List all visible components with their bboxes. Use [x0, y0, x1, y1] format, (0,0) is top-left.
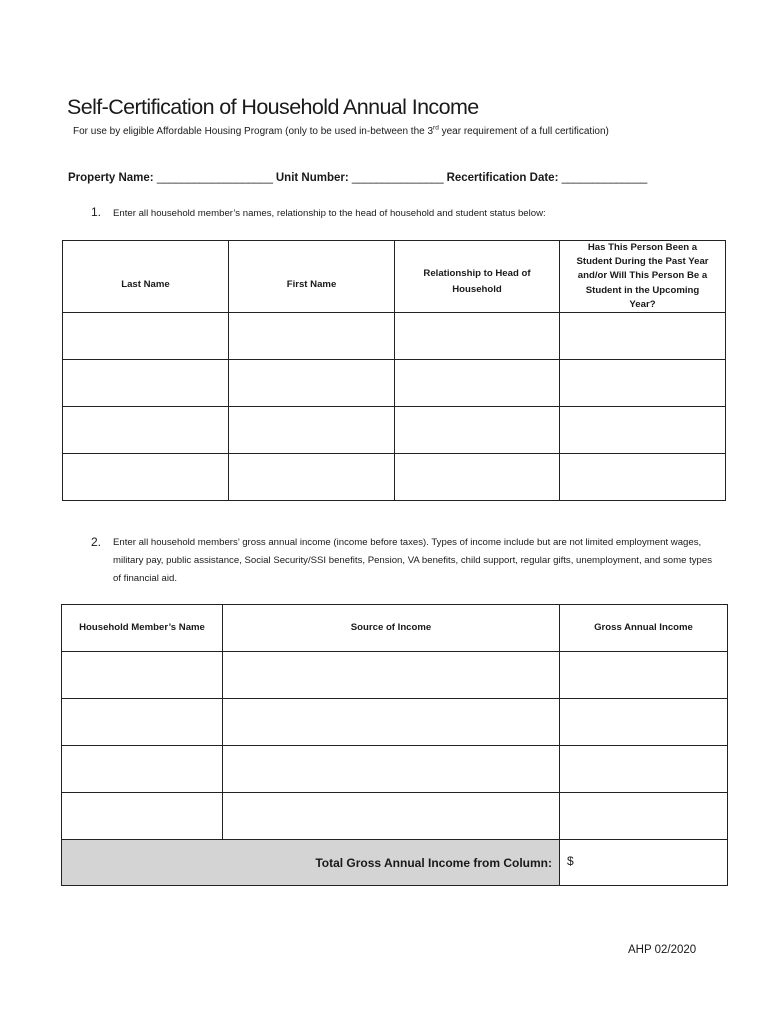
column-header-student-status: Has This Person Been a Student During the Past Year and/or Will This Person Be a Student in the Upcoming Year?	[560, 241, 726, 313]
unit-number-label: Unit Number:	[275, 172, 349, 184]
section-1-instruction: Enter all household member’s names, relationship to the head of household and student status below:	[113, 208, 546, 219]
section-2-instruction: Enter all household members’ gross annual income (income before taxes). Types of income include but are not limited employment wages, military pay, public assistance, Social Security/SSI benefits, Pension, VA benefits, child support, regular gifts, unemployment, and some types of financial aid.	[113, 537, 713, 584]
member-name-cell[interactable]	[62, 652, 223, 699]
gross-income-cell[interactable]	[560, 652, 728, 699]
student-status-cell[interactable]	[560, 360, 726, 407]
table-row	[63, 407, 726, 454]
student-status-cell[interactable]	[560, 313, 726, 360]
column-header-last-name: Last Name	[63, 241, 229, 313]
section-1-number: 1.	[91, 205, 102, 219]
first-name-cell[interactable]	[229, 407, 395, 454]
first-name-cell[interactable]	[229, 454, 395, 501]
member-name-cell[interactable]	[62, 793, 223, 840]
property-name-label: Property Name:	[68, 172, 154, 184]
income-source-cell[interactable]	[223, 793, 560, 840]
income-table-header	[62, 605, 728, 652]
table-row	[63, 360, 726, 407]
gross-income-cell[interactable]	[560, 746, 728, 793]
table-row	[62, 746, 728, 793]
table-row	[63, 313, 726, 360]
relationship-cell[interactable]	[395, 454, 560, 501]
income-source-cell[interactable]	[223, 652, 560, 699]
last-name-cell[interactable]	[63, 313, 229, 360]
unit-number-field[interactable]: _______________	[351, 172, 444, 184]
gross-income-cell[interactable]	[560, 699, 728, 746]
table-row	[63, 454, 726, 501]
total-income-label: Total Gross Annual Income from Column:	[62, 840, 560, 886]
property-name-field[interactable]: ___________________	[156, 172, 273, 184]
subtitle-text-end: year requirement of a full certification)	[438, 126, 609, 137]
form-title: Self-Certification of Household Annual Income	[67, 95, 479, 119]
column-header-gross-income: Gross Annual Income	[560, 605, 728, 652]
household-members-table	[62, 240, 726, 501]
form-code: AHP 02/2020	[628, 944, 697, 956]
last-name-cell[interactable]	[63, 407, 229, 454]
table-row	[62, 793, 728, 840]
column-header-income-source: Source of Income	[223, 605, 560, 652]
relationship-cell[interactable]	[395, 360, 560, 407]
total-income-field[interactable]: $	[560, 840, 728, 886]
last-name-cell[interactable]	[63, 454, 229, 501]
first-name-cell[interactable]	[229, 360, 395, 407]
recertification-date-label: Recertification Date:	[446, 172, 559, 184]
members-table-header	[63, 241, 726, 313]
gross-income-cell[interactable]	[560, 793, 728, 840]
last-name-cell[interactable]	[63, 360, 229, 407]
income-source-cell[interactable]	[223, 746, 560, 793]
recertification-date-field[interactable]: ______________	[561, 172, 647, 184]
total-row	[62, 840, 728, 886]
form-subtitle	[73, 126, 609, 137]
household-income-table	[61, 604, 728, 886]
column-header-member-name: Household Member’s Name	[62, 605, 223, 652]
property-fields-row	[68, 172, 647, 184]
subtitle-superscript: rd	[433, 124, 439, 132]
income-source-cell[interactable]	[223, 699, 560, 746]
subtitle-text-start: For use by eligible Affordable Housing Program (only to be used in-between the 3	[73, 126, 434, 137]
first-name-cell[interactable]	[229, 313, 395, 360]
section-2-number: 2.	[91, 535, 102, 549]
relationship-cell[interactable]	[395, 407, 560, 454]
member-name-cell[interactable]	[62, 699, 223, 746]
column-header-first-name: First Name	[229, 241, 395, 313]
student-status-cell[interactable]	[560, 407, 726, 454]
relationship-cell[interactable]	[395, 313, 560, 360]
student-status-cell[interactable]	[560, 454, 726, 501]
table-row	[62, 652, 728, 699]
table-row	[62, 699, 728, 746]
member-name-cell[interactable]	[62, 746, 223, 793]
column-header-relationship: Relationship to Head of Household	[395, 241, 560, 313]
